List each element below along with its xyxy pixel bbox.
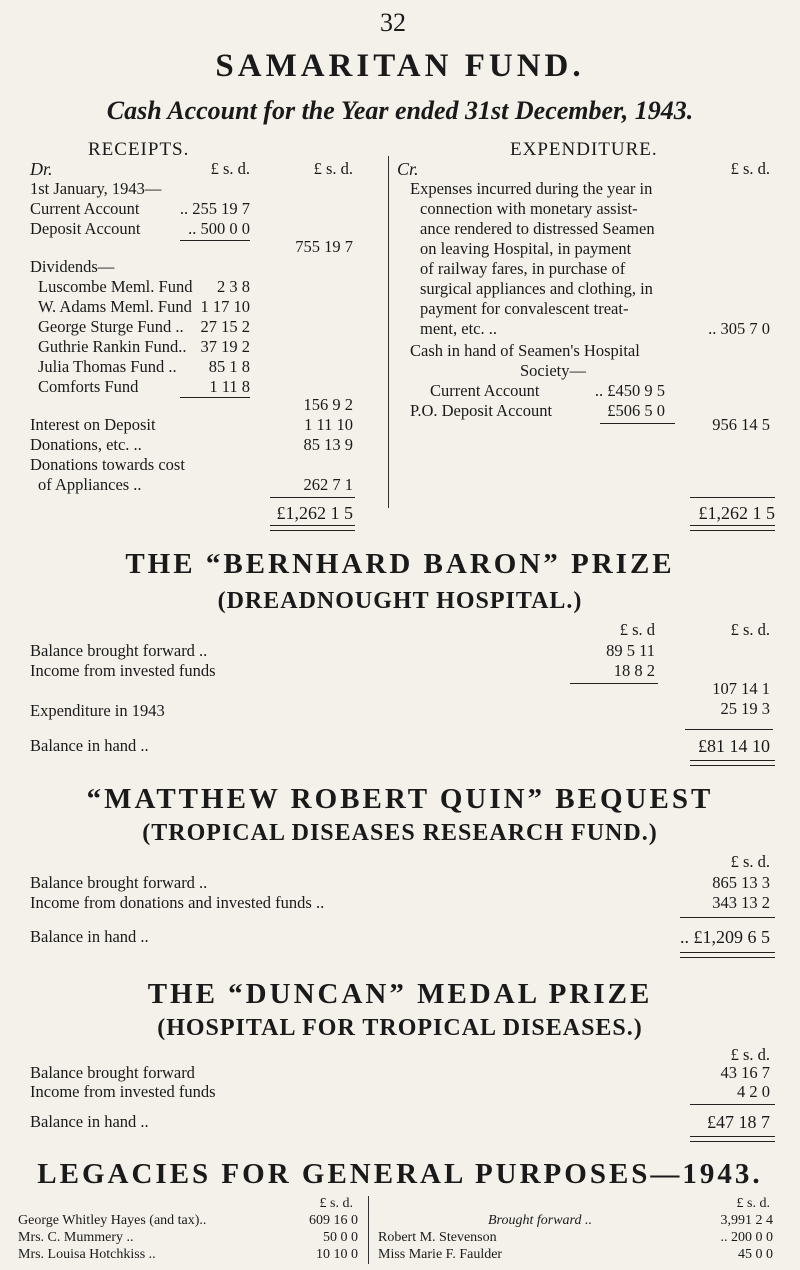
lsd-header: £ s. d.: [730, 1045, 770, 1064]
receipt-value: 2 3 8: [217, 277, 250, 296]
lsd-header: £ s. d.: [736, 1196, 770, 1211]
list-item: [18, 1229, 358, 1246]
receipt-label: of Appliances ..: [38, 475, 142, 494]
list-item: [378, 1212, 773, 1229]
page-subtitle: Cash Account for the Year ended 31st December, 1943.: [106, 96, 694, 125]
expenditure-text: payment for convalescent treat-: [420, 299, 629, 318]
entry-value: 43 16 7: [720, 1063, 770, 1082]
receipt-total: 262 7 1: [303, 475, 353, 494]
entry-label: Balance in hand ..: [30, 927, 149, 946]
section-title: THE “BERNHARD BARON” PRIZE: [125, 548, 675, 580]
list-item: [378, 1229, 773, 1246]
rule: [600, 423, 675, 424]
legacy-amount: .. 200 0 0: [720, 1230, 773, 1245]
receipt-value: 85 1 8: [208, 357, 250, 376]
entry-total: 25 19 3: [720, 699, 770, 718]
rule: [180, 240, 250, 241]
balance-in-hand: .. £1,209 6 5: [680, 927, 770, 947]
lsd-header: £ s. d.: [313, 159, 353, 178]
expenditure-text: ance rendered to distressed Seamen: [420, 219, 655, 238]
expenditure-text: P.O. Deposit Account: [410, 401, 553, 420]
rule: [680, 917, 775, 918]
entry-label: Balance brought forward: [30, 1063, 195, 1082]
rule: [570, 683, 658, 684]
lsd-header: £ s. d.: [730, 620, 770, 639]
receipt-label: W. Adams Meml. Fund: [38, 297, 192, 316]
double-rule: [690, 760, 775, 766]
lsd-header: £ s. d.: [210, 159, 250, 178]
double-rule: [680, 952, 775, 958]
section-subtitle: (HOSPITAL FOR TROPICAL DISEASES.): [157, 1015, 643, 1041]
expenditure-grand-total: £1,262 1 5: [698, 503, 775, 523]
cr-label: Cr.: [397, 159, 419, 179]
expenditure-text: Expenses incurred during the year in: [410, 179, 653, 198]
expenditure-text: on leaving Hospital, in payment: [420, 239, 632, 258]
section-title: THE “DUNCAN” MEDAL PRIZE: [147, 978, 653, 1010]
section-title: “MATTHEW ROBERT QUIN” BEQUEST: [86, 783, 714, 815]
section-title: LEGACIES FOR GENERAL PURPOSES—1943.: [37, 1158, 763, 1190]
page-number: 32: [380, 8, 406, 37]
receipt-value: .. 500 0 0: [188, 219, 250, 238]
legacy-name: Robert M. Stevenson: [378, 1230, 497, 1245]
receipt-value: 37 19 2: [200, 337, 250, 356]
receipts-heading: RECEIPTS.: [88, 139, 190, 160]
expenditure-text: Cash in hand of Seamen's Hospital: [410, 341, 640, 360]
legacy-amount: 50 0 0: [323, 1230, 358, 1245]
dr-label: Dr.: [30, 159, 53, 179]
entry-value: 343 13 2: [712, 893, 770, 912]
expenditure-text: Current Account: [430, 381, 540, 400]
entry-value: 18 8 2: [613, 661, 655, 680]
receipt-total: 85 13 9: [303, 435, 353, 454]
entry-label: Expenditure in 1943: [30, 701, 165, 720]
expenditure-total: .. 305 7 0: [708, 319, 770, 338]
rule: [270, 497, 355, 498]
receipt-value: 27 15 2: [200, 317, 250, 336]
expenditure-total: 956 14 5: [712, 415, 770, 434]
lsd-header: £ s. d.: [730, 852, 770, 871]
entry-label: Balance in hand ..: [30, 1112, 149, 1131]
legacy-name: George Whitley Hayes (and tax)..: [18, 1213, 207, 1228]
lsd-header: £ s. d.: [319, 1196, 353, 1211]
legacy-amount: 45 0 0: [738, 1247, 773, 1262]
expenditure-text: Society—: [520, 361, 586, 380]
legacy-name: Mrs. Louisa Hotchkiss ..: [18, 1247, 156, 1262]
lsd-header: £ s. d: [619, 620, 655, 639]
expenditure-text: surgical appliances and clothing, in: [420, 279, 653, 298]
double-rule: [690, 525, 775, 531]
rule: [685, 729, 773, 730]
receipt-label: Deposit Account: [30, 219, 141, 238]
entry-value: 4 2 0: [737, 1082, 770, 1101]
receipt-value: 1 11 8: [209, 377, 250, 396]
entry-label: Balance brought forward ..: [30, 873, 208, 892]
receipt-label: Julia Thomas Fund ..: [38, 357, 177, 376]
lsd-header: £ s. d.: [730, 159, 770, 178]
receipt-label: Comforts Fund: [38, 377, 139, 396]
rule: [180, 397, 250, 398]
entry-label: Balance brought forward ..: [30, 641, 208, 660]
legacy-amount: 609 16 0: [309, 1213, 358, 1228]
column-divider: [388, 156, 389, 508]
section-subtitle: (TROPICAL DISEASES RESEARCH FUND.): [142, 820, 658, 846]
rule: [690, 497, 775, 498]
expenditure-value: .. £450 9 5: [594, 381, 665, 400]
expenditure-text: of railway fares, in purchase of: [420, 259, 626, 278]
receipt-label: Donations towards cost: [30, 455, 185, 474]
legacy-name: Mrs. C. Mummery ..: [18, 1230, 134, 1245]
double-rule: [690, 1136, 775, 1142]
legacies-left-list: [18, 1212, 358, 1268]
expenditure-heading: EXPENDITURE.: [510, 139, 658, 160]
legacies-right-list: [378, 1212, 773, 1268]
legacy-amount: 10 10 0: [316, 1247, 358, 1262]
balance-in-hand: £47 18 7: [707, 1112, 770, 1132]
entry-label: Income from invested funds: [30, 1082, 216, 1101]
receipt-label: Luscombe Meml. Fund: [38, 277, 193, 296]
list-item: [18, 1246, 358, 1263]
brought-forward-amount: 3,991 2 4: [720, 1213, 773, 1228]
expenditure-value: £506 5 0: [607, 401, 665, 420]
receipts-grand-total: £1,262 1 5: [276, 503, 353, 523]
page-title: SAMARITAN FUND.: [215, 48, 585, 84]
brought-forward-label: Brought forward ..: [488, 1213, 592, 1228]
receipt-label: Current Account: [30, 199, 140, 218]
entry-label: Income from donations and invested funds ..: [30, 893, 325, 912]
entry-value: 865 13 3: [712, 873, 770, 892]
receipt-total: 755 19 7: [295, 237, 353, 256]
list-item: [378, 1246, 773, 1263]
list-item: [18, 1212, 358, 1229]
entry-value: 89 5 11: [606, 641, 655, 660]
receipt-total: 1 11 10: [304, 415, 353, 434]
entry-label: Income from invested funds: [30, 661, 216, 680]
column-divider: [368, 1196, 369, 1264]
receipt-label: George Sturge Fund ..: [38, 317, 184, 336]
receipt-label: Interest on Deposit: [30, 415, 156, 434]
entry-total: 107 14 1: [712, 679, 770, 698]
balance-in-hand: £81 14 10: [698, 736, 770, 756]
legacy-name: Miss Marie F. Faulder: [378, 1247, 503, 1262]
receipt-value: 1 17 10: [200, 297, 250, 316]
section-subtitle: (DREADNOUGHT HOSPITAL.): [217, 588, 583, 614]
receipt-label: Dividends—: [30, 257, 115, 276]
double-rule: [270, 525, 355, 531]
receipt-label: Donations, etc. ..: [30, 435, 142, 454]
rule: [690, 1104, 775, 1105]
receipt-total: 156 9 2: [303, 395, 353, 414]
receipt-value: .. 255 19 7: [179, 199, 250, 218]
entry-label: Balance in hand ..: [30, 736, 149, 755]
expenditure-text: ment, etc. ..: [420, 319, 497, 338]
expenditure-text: connection with monetary assist-: [420, 199, 638, 218]
receipt-label: Guthrie Rankin Fund..: [38, 337, 187, 356]
receipt-label: 1st January, 1943—: [30, 179, 162, 198]
